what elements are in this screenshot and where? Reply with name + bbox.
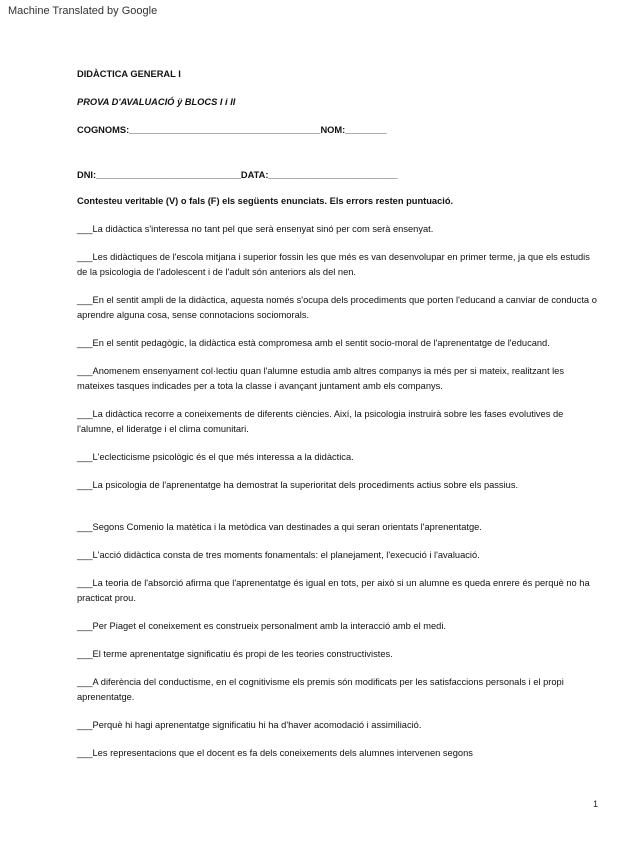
question-item: ___La psicologia de l'aprenentatge ha demostrat la superioritat dels procediments actius sobre els passius. — [77, 480, 519, 490]
question-item: ___La teoria de l'absorció afirma que l'aprenentatge és igual en tots, per això si un alumne es queda enrere és perquè no ha practicat prou. — [77, 578, 590, 603]
instructions: Contesteu veritable (V) o fals (F) els següents enunciats. Els errors resten puntuació. — [77, 196, 454, 206]
question-item: ___L'eclecticisme psicològic és el que més interessa a la didàctica. — [77, 452, 354, 462]
question-item: ___Anomenem ensenyament col·lectiu quan l'alumne estudia amb altres companys ia més per si mateix, realitzant les mateixes tasques indicades per a tota la classe i avançant juntament amb els companys. — [77, 366, 565, 391]
question-item: ___La didàctica s'interessa no tant pel que serà ensenyat sinó per com serà ensenyat. — [77, 224, 434, 234]
question-item: ___En el sentit pedagògic, la didàctica està compromesa amb el sentit socio-moral de l'aprenentatge de l'educand. — [77, 338, 550, 348]
question-item: ___La didàctica recorre a coneixements de diferents ciències. Així, la psicologia instruirà sobre les fases evolutives de l'alumne, el lideratge i el clima comunitari. — [77, 409, 564, 434]
document-title: DIDÀCTICA GENERAL I — [77, 69, 181, 79]
question-item: ___Les representacions que el docent es fa dels coneixements dels alumnes intervenen segons — [77, 748, 473, 758]
question-item: ___Perquè hi hagi aprenentatge significatiu hi ha d'haver acomodació i assimiliació. — [77, 720, 422, 730]
question-item: ___L'acció didàctica consta de tres moments fonamentals: el planejament, l'execució i l'avaluació. — [77, 550, 480, 560]
question-item: ___Per Piaget el coneixement es construeix personalment amb la interacció amb el medi. — [77, 621, 446, 631]
page-number: 1 — [593, 799, 599, 809]
surname-name-field[interactable]: COGNOMS:_____________________________________NOM:________ — [77, 125, 387, 135]
question-item: ___A diferència del conductisme, en el cognitivisme els premis són modificats per les satisfaccions personals i el propi aprenentatge. — [77, 677, 564, 702]
question-item: ___Segons Comenio la matètica i la metòdica van destinades a qui seran orientats l'aprenentatge. — [77, 522, 482, 532]
document-body — [77, 67, 597, 774]
question-item: ___En el sentit ampli de la didàctica, aquesta només s'ocupa dels procediments que porten l'educand a canviar de conducta o aprendre alguna cosa, sense connotacions sociomorals. — [77, 295, 597, 320]
dni-date-field[interactable]: DNI:____________________________DATA:_________________________ — [77, 170, 398, 180]
machine-translation-banner: Machine Translated by Google — [8, 5, 158, 17]
document-subtitle: PROVA D'AVALUACIÓ ÿ BLOCS I i II — [77, 97, 236, 107]
question-item: ___Les didàctiques de l'escola mitjana i superior fossin les que més es van desenvolupar en primer terme, ja que els estudis de la psicologia de l'adolescent i de l'adult són anteriors als del nen. — [77, 252, 590, 277]
question-item: ___El terme aprenentatge significatiu és propi de les teories constructivistes. — [77, 649, 393, 659]
